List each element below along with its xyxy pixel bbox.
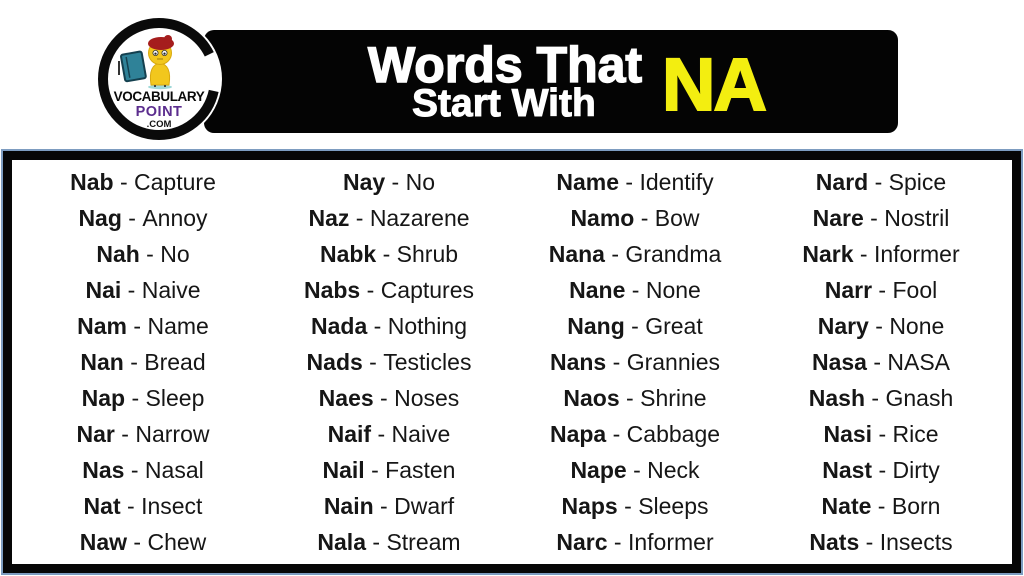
word: Nas	[82, 456, 125, 483]
definition: Informer	[627, 528, 714, 555]
separator: -	[863, 204, 885, 231]
word-entry	[20, 272, 266, 308]
word: Nab	[70, 168, 114, 195]
separator: -	[868, 312, 890, 339]
separator: -	[367, 312, 388, 339]
word-entry	[512, 524, 758, 560]
separator: -	[127, 528, 148, 555]
separator: -	[865, 384, 886, 411]
separator: -	[373, 384, 395, 411]
word-entry	[266, 164, 512, 200]
word: Nag	[78, 204, 122, 231]
word: Nast	[822, 456, 873, 483]
word: Nain	[323, 492, 374, 519]
definition: Name	[147, 312, 209, 339]
word: Naos	[563, 384, 620, 411]
definition: Grannies	[626, 348, 721, 375]
definition: Bread	[144, 348, 206, 375]
separator: -	[124, 456, 145, 483]
definition: Nostril	[884, 204, 950, 231]
definition: Stream	[386, 528, 461, 555]
separator: -	[360, 276, 381, 303]
separator: -	[619, 168, 640, 195]
word-entry	[20, 236, 266, 272]
word: Nabk	[319, 240, 377, 267]
separator: -	[113, 168, 135, 195]
definition: Gnash	[885, 384, 954, 411]
word-entry	[266, 416, 512, 452]
word: Nala	[317, 528, 366, 555]
separator: -	[625, 276, 646, 303]
word: Nary	[817, 312, 869, 339]
separator: -	[872, 456, 893, 483]
word: Nabs	[303, 276, 361, 303]
word-column-1	[20, 164, 266, 560]
word: Naz	[308, 204, 350, 231]
word: Nada	[311, 312, 368, 339]
definition: Annoy	[142, 204, 208, 231]
separator: -	[868, 168, 889, 195]
separator: -	[123, 348, 145, 375]
definition: Sleep	[145, 384, 205, 411]
word-entry	[758, 488, 1004, 524]
word: Napa	[549, 420, 607, 447]
word: Naes	[318, 384, 374, 411]
word-entry	[20, 488, 266, 524]
separator: -	[364, 456, 386, 483]
separator: -	[617, 492, 639, 519]
word-entry	[266, 236, 512, 272]
word-entry	[512, 488, 758, 524]
word-entry	[758, 164, 1004, 200]
word-entry	[758, 452, 1004, 488]
definition: Sleeps	[638, 492, 709, 519]
logo-text-point: POINT	[135, 104, 183, 120]
word-entry	[512, 272, 758, 308]
word: Nail	[322, 456, 365, 483]
definition: Insect	[141, 492, 203, 519]
word: Naps	[561, 492, 618, 519]
definition: Bow	[654, 204, 700, 231]
word: Nat	[83, 492, 121, 519]
definition: Fool	[892, 276, 938, 303]
word-entry	[758, 308, 1004, 344]
word: Nasa	[811, 348, 867, 375]
word-entry	[20, 416, 266, 452]
word: Nai	[85, 276, 122, 303]
definition: Neck	[647, 456, 700, 483]
word: Naw	[79, 528, 128, 555]
definition: Spice	[888, 168, 947, 195]
logo-graphic	[93, 13, 225, 145]
definition: Shrine	[640, 384, 707, 411]
word-column-2	[266, 164, 512, 560]
word-entry	[266, 200, 512, 236]
word-entry	[20, 164, 266, 200]
word-entry	[758, 200, 1004, 236]
word: Nate	[821, 492, 872, 519]
definition: Fasten	[385, 456, 456, 483]
word-entry	[20, 380, 266, 416]
logo-text-com: .COM	[146, 119, 172, 130]
title-words-that: Words That	[368, 37, 643, 93]
definition: Noses	[394, 384, 460, 411]
word-entry	[512, 200, 758, 236]
word: Nah	[96, 240, 140, 267]
separator: -	[125, 384, 146, 411]
separator: -	[626, 456, 648, 483]
word-entry	[512, 416, 758, 452]
definition: Shrub	[396, 240, 459, 267]
definition: None	[889, 312, 945, 339]
word-entry	[758, 344, 1004, 380]
word: Nats	[809, 528, 860, 555]
separator: -	[619, 384, 641, 411]
title-letter-na: NA	[662, 43, 765, 126]
word: Narr	[824, 276, 873, 303]
word-entry	[758, 236, 1004, 272]
word-entry	[266, 272, 512, 308]
word: Nar	[76, 420, 115, 447]
word: Nana	[548, 240, 605, 267]
separator: -	[366, 528, 387, 555]
separator: -	[853, 240, 874, 267]
separator: -	[362, 348, 384, 375]
separator: -	[606, 348, 627, 375]
word: Nard	[815, 168, 869, 195]
definition: Testicles	[383, 348, 472, 375]
word-entry	[758, 416, 1004, 452]
word-entry	[20, 452, 266, 488]
word: Nay	[342, 168, 386, 195]
definition: Insects	[879, 528, 953, 555]
separator: -	[606, 420, 627, 447]
word: Nasi	[823, 420, 873, 447]
word: Namo	[570, 204, 635, 231]
definition: None	[645, 276, 701, 303]
separator: -	[127, 312, 148, 339]
word-entry	[266, 524, 512, 560]
definition: Nothing	[387, 312, 467, 339]
separator: -	[349, 204, 370, 231]
word-entry	[266, 380, 512, 416]
definition: Naive	[141, 276, 201, 303]
separator: -	[121, 204, 143, 231]
separator: -	[371, 420, 392, 447]
vocabulary-point-logo	[93, 13, 225, 145]
word-entry	[20, 524, 266, 560]
separator: -	[373, 492, 395, 519]
separator: -	[121, 276, 142, 303]
word: Nang	[567, 312, 625, 339]
word: Nare	[812, 204, 864, 231]
definition: NASA	[887, 348, 951, 375]
separator: -	[604, 240, 626, 267]
separator: -	[114, 420, 136, 447]
separator: -	[872, 420, 893, 447]
definition: Nasal	[144, 456, 204, 483]
word: Naif	[327, 420, 372, 447]
separator: -	[859, 528, 880, 555]
separator: -	[607, 528, 628, 555]
word: Name	[556, 168, 620, 195]
definition: Captures	[380, 276, 475, 303]
word-entry	[512, 236, 758, 272]
word: Nans	[549, 348, 607, 375]
word-entry	[758, 272, 1004, 308]
definition: Capture	[134, 168, 216, 195]
word: Nane	[569, 276, 626, 303]
definition: Informer	[873, 240, 960, 267]
separator: -	[120, 492, 142, 519]
definition: Chew	[147, 528, 207, 555]
word-column-4	[758, 164, 1004, 560]
word-entry	[20, 200, 266, 236]
word: Nape	[570, 456, 627, 483]
word-list-box	[3, 151, 1021, 573]
definition: Naive	[391, 420, 451, 447]
separator: -	[385, 168, 406, 195]
word: Nap	[81, 384, 126, 411]
separator: -	[376, 240, 397, 267]
separator: -	[634, 204, 655, 231]
separator: -	[139, 240, 161, 267]
word-column-3	[512, 164, 758, 560]
word-entry	[758, 524, 1004, 560]
word: Narc	[556, 528, 608, 555]
definition: Great	[645, 312, 703, 339]
definition: Dirty	[892, 456, 940, 483]
word: Nan	[80, 348, 124, 375]
definition: Grandma	[625, 240, 722, 267]
word: Nark	[802, 240, 854, 267]
logo-text-vocabulary: VOCABULARY	[113, 89, 205, 104]
definition: Identify	[639, 168, 714, 195]
word-entry	[512, 164, 758, 200]
word-entry	[512, 344, 758, 380]
definition: Rice	[892, 420, 939, 447]
word-entry	[758, 380, 1004, 416]
definition: Cabbage	[626, 420, 721, 447]
word: Nads	[306, 348, 363, 375]
word-entry	[512, 308, 758, 344]
word: Nam	[77, 312, 128, 339]
word-entry	[266, 344, 512, 380]
title-start-with: Start With	[412, 82, 596, 125]
separator: -	[872, 276, 893, 303]
word-entry	[20, 344, 266, 380]
word-entry	[266, 308, 512, 344]
book-icon	[121, 51, 146, 81]
separator: -	[866, 348, 888, 375]
word-entry	[512, 452, 758, 488]
definition: Born	[891, 492, 941, 519]
word: Nash	[808, 384, 866, 411]
definition: No	[405, 168, 436, 195]
separator: -	[871, 492, 892, 519]
definition: Narrow	[135, 420, 210, 447]
word-table-columns	[12, 160, 1012, 564]
definition: Dwarf	[394, 492, 455, 519]
separator: -	[624, 312, 646, 339]
word-entry	[266, 488, 512, 524]
word-entry	[20, 308, 266, 344]
word-entry	[512, 380, 758, 416]
word-entry	[266, 452, 512, 488]
definition: Nazarene	[369, 204, 470, 231]
definition: No	[160, 240, 190, 267]
